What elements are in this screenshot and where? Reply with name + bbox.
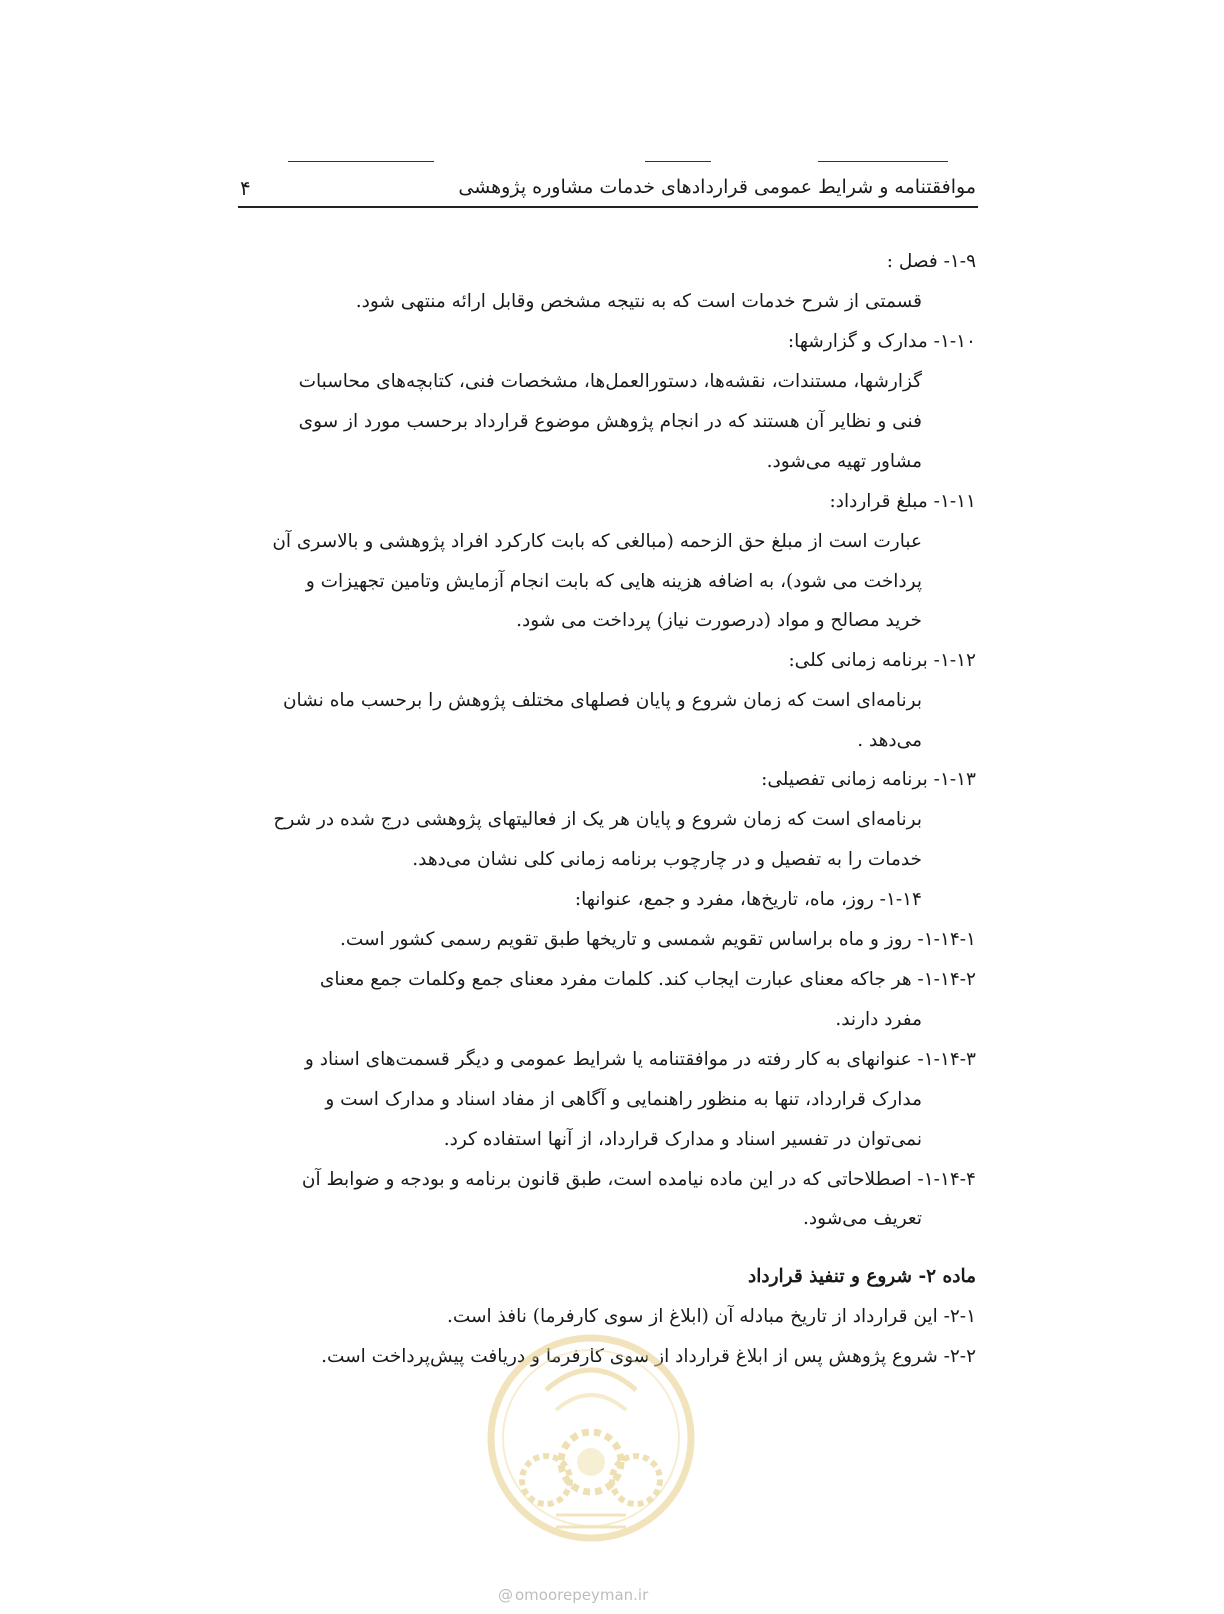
paragraph-line: برنامه‌ای است که زمان شروع و پایان فصلهای مختلف پژوهش را برحسب ماه نشان (282, 690, 922, 711)
subclause-line: ۲-۱- این قرارداد از تاریخ مبادله آن (ابلاغ از سوی کارفرما) نافذ است. (446, 1306, 976, 1327)
paragraph-line: گزارشها، مستندات، نقشه‌ها، دستورالعمل‌ها، مشخصات فنی، کتابچه‌های محاسبات (298, 371, 922, 392)
clause-heading: ۱-۹- فصل : (886, 251, 976, 272)
subclause-line: ۱-۱۴-۳- عنوانهای به کار رفته در موافقتنامه یا شرایط عمومی و دیگر قسمت‌های اسناد و (304, 1049, 976, 1070)
paragraph-line: خرید مصالح و مواد (درصورت نیاز) پرداخت می شود. (516, 610, 922, 631)
clause-heading: ۱-۱۲- برنامه زمانی کلی: (788, 650, 976, 671)
at-icon: @ (498, 1586, 513, 1604)
footer-website[interactable] (498, 1586, 648, 1604)
paragraph-line: پرداخت می شود)، به اضافه هزینه هایی که بابت انجام آزمایش وتامین تجهیزات و (305, 571, 922, 592)
footer-site-text: omoorepeyman.ir (515, 1586, 649, 1604)
paragraph-line: قسمتی از شرح خدمات است که به نتیجه مشخص وقابل ارائه منتهی شود. (355, 291, 922, 312)
paragraph-line: فنی و نظایر آن هستند که در انجام پژوهش موضوع قرارداد برحسب مورد از سوی (298, 411, 922, 432)
paragraph-line: مدارک قرارداد، تنها به منظور راهنمایی و آگاهی از مفاد اسناد و مدارک است و (325, 1089, 922, 1110)
paragraph-line: مشاور تهیه می‌شود. (766, 451, 922, 472)
paragraph-line: می‌دهد . (857, 730, 922, 751)
paragraph-line: مفرد دارند. (835, 1009, 922, 1030)
header-dash (818, 161, 948, 162)
header-rule (238, 206, 978, 208)
paragraph-line: نمی‌توان در تفسیر اسناد و مدارک قرارداد، از آنها استفاده کرد. (443, 1129, 922, 1150)
subclause-line: ۱-۱۴-۲- هر جاکه معنای عبارت ایجاب کند. کلمات مفرد معنای جمع وکلمات جمع معنای (319, 969, 976, 990)
subclause-line: ۱-۱۴-۱- روز و ماه براساس تقویم شمسی و تاریخها طبق تقویم رسمی کشور است. (340, 929, 976, 950)
header-dash (288, 161, 434, 162)
clause-heading: ۱-۱۴- روز، ماه، تاریخ‌ها، مفرد و جمع، عنوانها: (574, 889, 922, 910)
clause-heading: ۱-۱۰- مدارک و گزارشها: (787, 331, 976, 352)
page-number: ۴ (240, 176, 251, 200)
running-header-title: موافقتنامه و شرایط عمومی قراردادهای خدمات مشاوره پژوهشی (458, 176, 976, 198)
paragraph-line: تعریف می‌شود. (803, 1208, 922, 1229)
article-heading: ماده ۲- شروع و تنفیذ قرارداد (747, 1266, 976, 1287)
subclause-line: ۲-۲- شروع پژوهش پس از ابلاغ قرارداد از سوی کارفرما و دریافت پیش‌پرداخت است. (321, 1346, 976, 1367)
header-dash (645, 161, 711, 162)
clause-heading: ۱-۱۱- مبلغ قرارداد: (829, 491, 976, 512)
watermark-seal-icon (486, 1330, 696, 1545)
paragraph-line: برنامه‌ای است که زمان شروع و پایان هر یک از فعالیتهای پژوهشی درج شده در شرح (273, 809, 922, 830)
paragraph-line: خدمات را به تفصیل و در چارچوب برنامه زمانی کلی نشان می‌دهد. (412, 849, 922, 870)
paragraph-line: عبارت است از مبلغ حق الزحمه (مبالغی که بابت کارکرد افراد پژوهشی و بالاسری آن (272, 531, 922, 552)
subclause-line: ۱-۱۴-۴- اصطلاحاتی که در این ماده نیامده است، طبق قانون برنامه و بودجه و ضوابط آن (301, 1169, 976, 1190)
clause-heading: ۱-۱۳- برنامه زمانی تفصیلی: (761, 769, 976, 790)
